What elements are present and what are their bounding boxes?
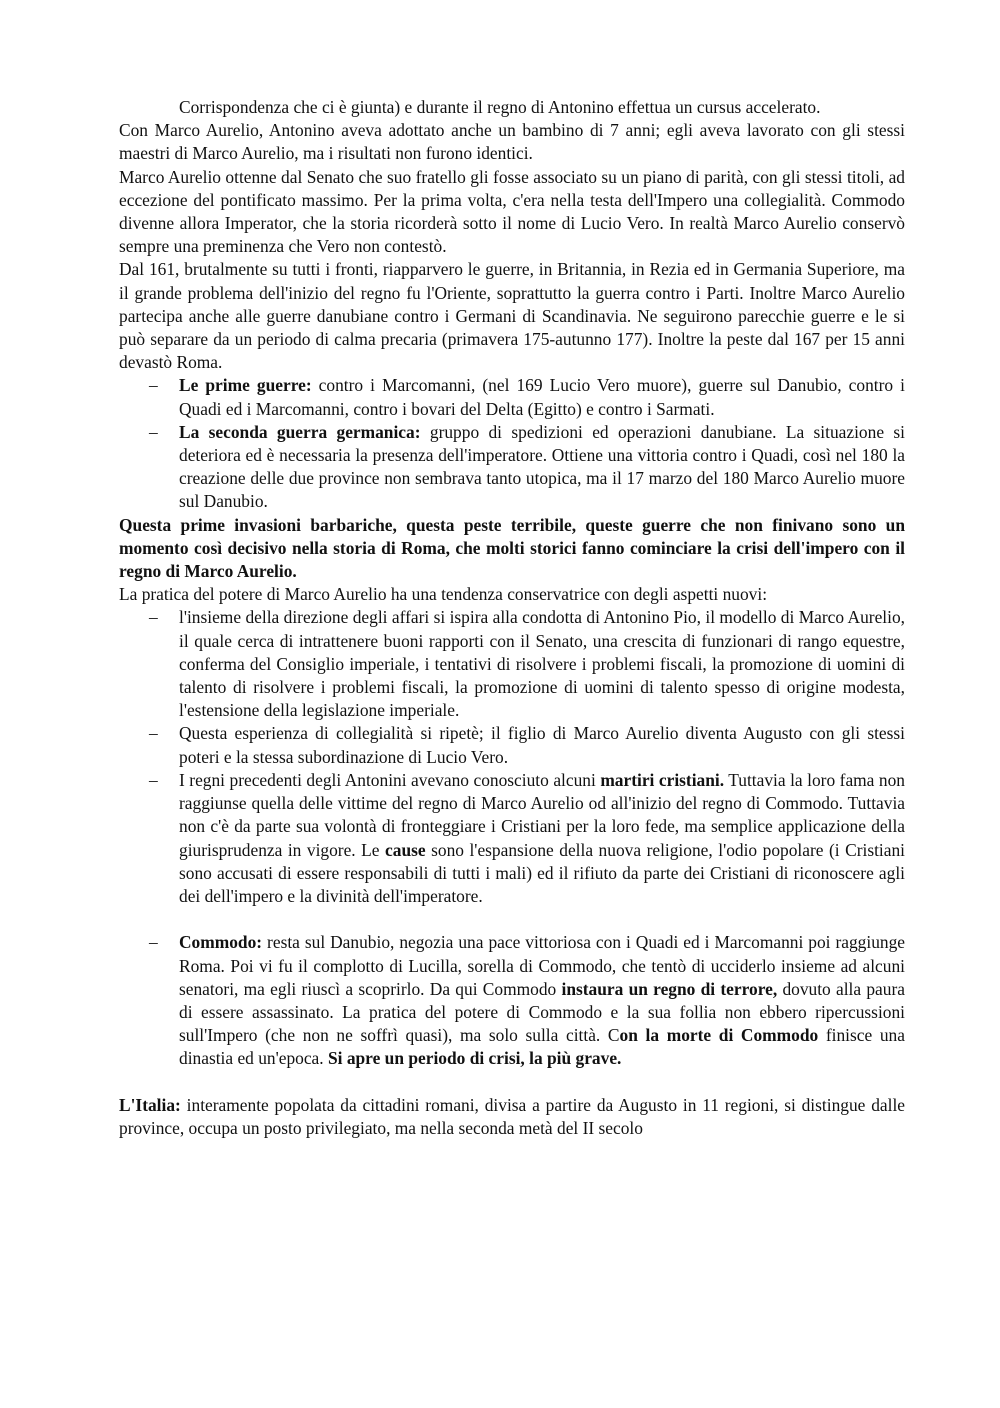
item-text: Questa esperienza di collegialità si ripetè; il figlio di Marco Aurelio diventa Augusto con gli stessi poteri e la stessa subordinazione di Lucio Vero. <box>179 723 905 767</box>
item-text: gruppo di spedizioni ed operazioni danubiane. La situazione si deteriora ed è necessaria la presenza dell'imperatore. Ottiene una vittoria contro i Quadi, così nel 180 la creazione delle due province non sembrava tanto utopica, ma il 17 marzo del 180 Marco Aurelio muore sul Danubio. <box>179 421 905 512</box>
bold-paragraph-crisis <box>119 514 905 584</box>
dash-bullet: – <box>149 421 158 442</box>
blank-line <box>119 1071 905 1094</box>
blank-line <box>119 908 905 931</box>
bold-term: instaura un regno di terrore, <box>561 978 778 999</box>
item-text: I regni precedenti degli Antonini avevano conosciuto alcuni <box>179 769 601 790</box>
bold-term: martiri cristiani. <box>600 769 725 790</box>
item-text: finisce una dinastia ed un'epoca. <box>179 1025 905 1069</box>
bold-term: Commodo: <box>179 932 263 953</box>
commodo-list <box>119 931 905 1070</box>
paragraph-wars: Dal 161, brutalmente su tutti i fronti, riapparvero le guerre, in Britannia, in Rezia ed in Germania Superiore, ma il grande problema dell'inizio del regno fu l'Oriente, soprattutto la guerra contro i Parti. Inoltre Marco Aurelio partecipa anche alle guerre danubiane contro i Germani di Scandinavia. Ne seguirono parecchie guerre e le si può separare da un periodo di calma precaria (primavera 175-autunno 177). Inoltre la peste dal 167 per 15 anni devastò Roma. <box>119 259 905 373</box>
bold-term: La seconda guerra germanica: <box>179 421 421 442</box>
list-item-commodo <box>119 931 905 1070</box>
list-item-first-wars <box>119 374 905 420</box>
dash-bullet: – <box>149 723 158 744</box>
intro-continuation: Corrispondenza che ci è giunta) e durante il regno di Antonino effettua un cursus accelerato. <box>179 97 821 117</box>
paragraph-adoption: Con Marco Aurelio, Antonino aveva adottato anche un bambino di 7 anni; egli aveva lavorato con gli stessi maestri di Marco Aurelio, ma i risultati non furono identici. <box>119 120 905 164</box>
item-text: dovuto alla paura di essere assassinato. La pratica del potere di Commodo e la sua follia non ebbero ripercussioni sull'Impero (che non ne soffrì quasi), ma solo sulla città. C <box>179 978 905 1046</box>
list-item-second-war <box>119 421 905 514</box>
bold-term: L'Italia: <box>119 1094 181 1115</box>
paragraph-italia <box>119 1094 905 1140</box>
bold-term: on la morte di Commodo <box>619 1025 819 1046</box>
dash-bullet: – <box>149 375 158 396</box>
bold-term: Le prime guerre: <box>179 375 312 396</box>
item-text: Tuttavia la loro fama non raggiunse quella delle vittime del regno di Marco Aurelio od all'inizio del regno di Commodo. Tuttavia non c'è da parte sua volontà di fronteggiare i Cristiani per la loro fede, ma semplice applicazione della giurisprudenza in vigore. Le <box>179 769 905 860</box>
aspects-list <box>119 606 905 908</box>
paragraph-collegiality: Marco Aurelio ottenne dal Senato che suo fratello gli fosse associato su un piano di parità, con gli stessi titoli, ad eccezione del pontificato massimo. Per la prima volta, c'era nella testa dell'Impero una collegialità. Commodo divenne allora Imperator, che la storia ricorderà sotto il nome di Lucio Vero. In realtà Marco Aurelio conservò sempre una preminenza che Vero non contestò. <box>119 166 905 257</box>
dash-bullet: – <box>149 932 158 953</box>
bold-term: Si apre un periodo di crisi, la più grave. <box>327 1048 622 1069</box>
dash-bullet: – <box>149 607 158 628</box>
paragraph-practice: La pratica del potere di Marco Aurelio ha una tendenza conservatrice con degli aspetti nuovi: <box>119 584 768 605</box>
item-text: l'insieme della direzione degli affari si ispira alla condotta di Antonino Pio, il modello di Marco Aurelio, il quale cerca di intrattenere buoni rapporti con il Senato, una crescita di funzionari di rango equestre, conferma del Consiglio imperiale, i tentativi di risolvere i problemi fiscali, la promozione di uomini di talento di risolvere i problemi fiscali, la promozione di uomini di talento spesso di origine modesta, l'estensione della legislazione imperiale. <box>179 607 905 721</box>
dash-bullet: – <box>149 769 158 790</box>
list-item-martyrs <box>119 769 905 908</box>
document-page <box>119 96 905 1140</box>
bold-text: Questa prime invasioni barbariche, questa peste terribile, queste guerre che non finivano sono un momento così decisivo nella storia di Roma, che molti storici fanno cominciare la crisi dell'impero con il regno di Marco Aurelio. <box>119 514 905 582</box>
item-text: sono l'espansione della nuova religione, l'odio popolare (i Cristiani sono accusati di essere responsabili di tutti i mali) ed il rifiuto da parte dei Cristiani di riconoscere agli dei dell'impero e la divinità dell'imperatore. <box>179 839 906 906</box>
item-text: resta sul Danubio, negozia una pace vittoriosa con i Quadi ed i Marcomanni poi raggiunge Roma. Poi vi fu il complotto di Lucilla, sorella di Commodo, che tentò di ucciderlo insieme ad alcuni senatori, ma egli riuscì a scoprirlo. Da qui Commodo <box>179 932 905 999</box>
item-text: contro i Marcomanni, (nel 169 Lucio Vero muore), guerre sul Danubio, contro i Quadi ed i Marcomanni, contro i bovari del Delta (Egitto) e contro i Sarmati. <box>179 375 905 419</box>
bold-term: cause <box>385 839 426 860</box>
list-item-collegiality <box>119 722 905 768</box>
list-item-affairs <box>119 606 905 722</box>
wars-list <box>119 374 905 513</box>
paragraph-text: interamente popolata da cittadini romani, divisa a partire da Augusto in 11 regioni, si distingue dalle province, occupa un posto privilegiato, ma nella seconda metà del II secolo <box>119 1094 905 1138</box>
